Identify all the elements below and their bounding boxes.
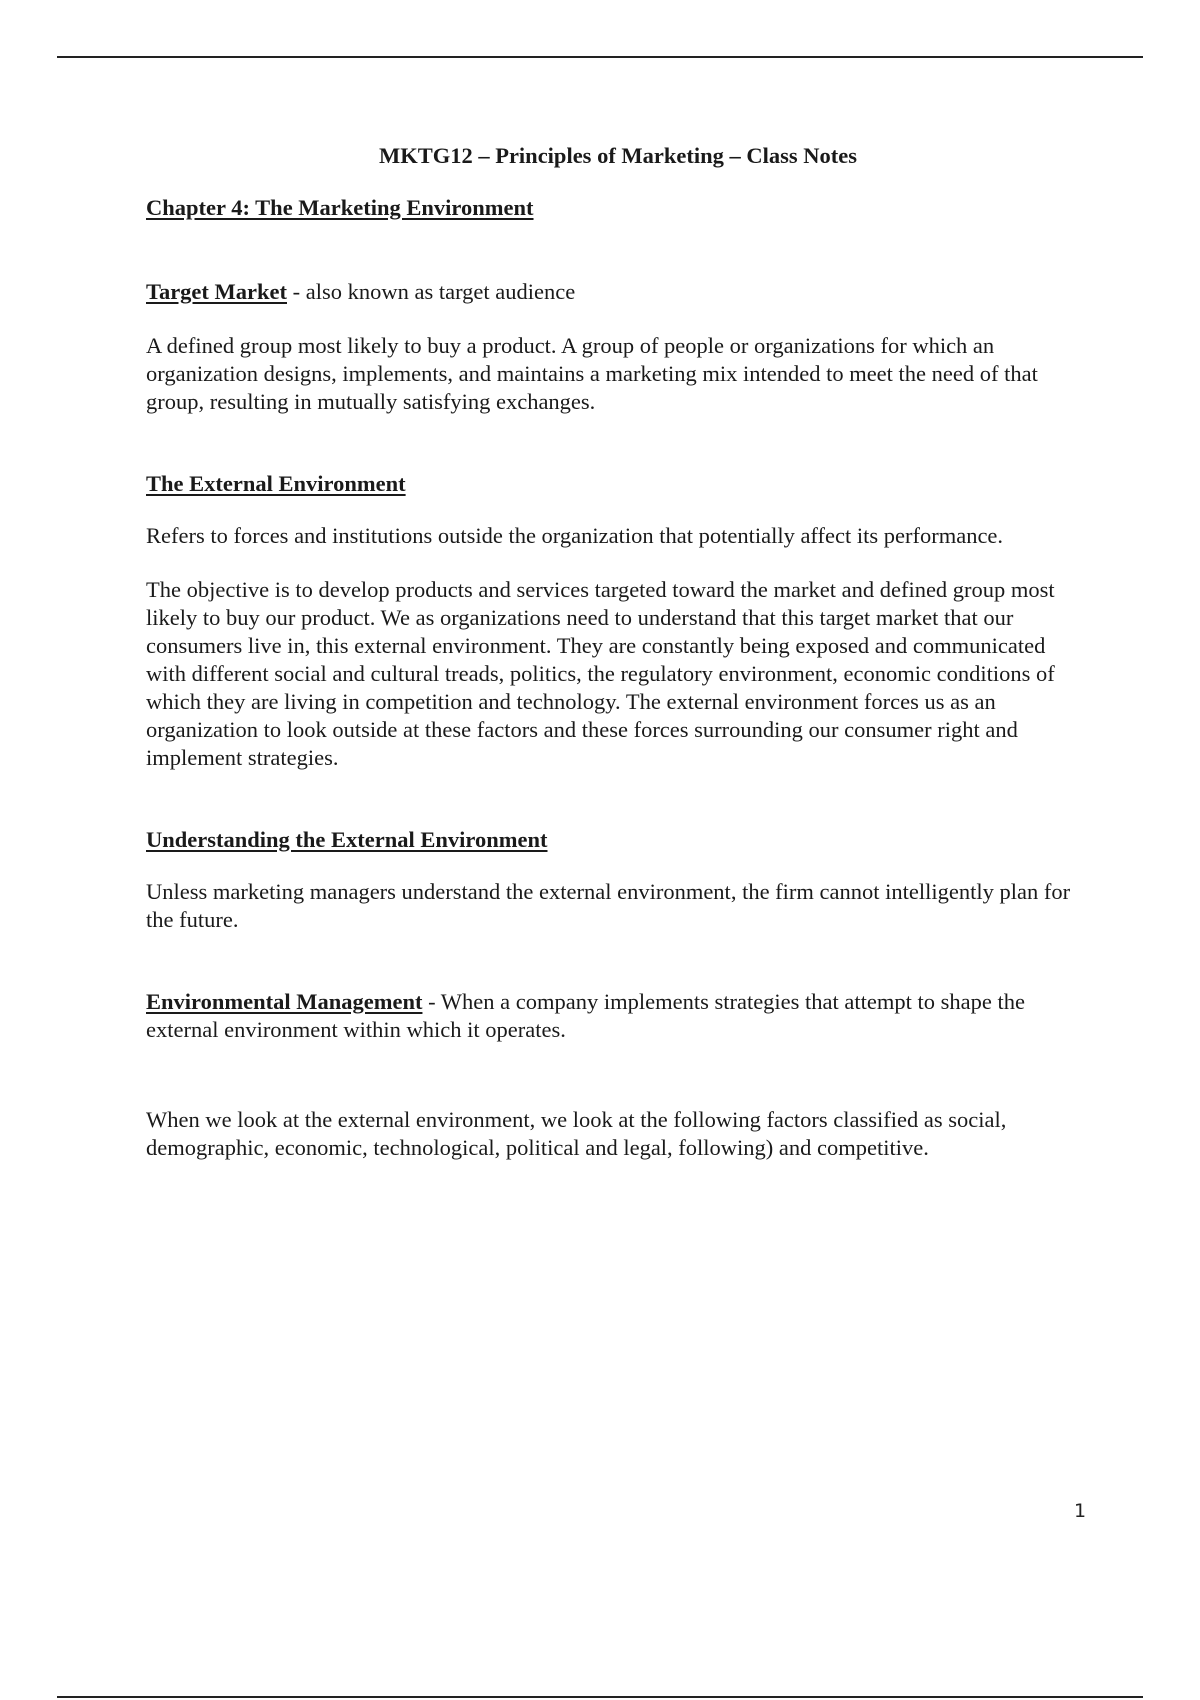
- page-number: 1: [1074, 1500, 1087, 1522]
- factors-text: When we look at the external environment, we look at the following factors classified as social, demographic, economic, technological, political and legal, following) and competitive.: [146, 1107, 1007, 1160]
- target-market-line: [146, 278, 1076, 306]
- document-body: [146, 142, 1076, 1188]
- target-market-definition: A defined group most likely to buy a product. A group of people or organizations for which an organization designs, implements, and maintains a marketing mix intended to meet the need of that group, resulting in mutually satisfying exchanges.: [146, 333, 1038, 414]
- document-title: MKTG12 – Principles of Marketing – Class Notes: [378, 143, 858, 168]
- target-market-term: Target Market: [146, 279, 287, 304]
- bottom-rule: [57, 1696, 1143, 1698]
- understanding-heading: Understanding the External Environment: [146, 827, 548, 852]
- understanding-text: Unless marketing managers understand the external environment, the firm cannot intelligently plan for the future.: [146, 879, 1071, 932]
- external-environment-heading: The External Environment: [146, 471, 406, 496]
- environmental-management-suffix: - When a company implements strategies that attempt to shape the external environment within which it operates.: [146, 989, 1025, 1042]
- target-market-suffix: - also known as target audience: [287, 279, 576, 304]
- environmental-management-term: Environmental Management: [146, 989, 423, 1014]
- external-environment-objective: The objective is to develop products and services targeted toward the market and defined group most likely to buy our product. We as organizations need to understand that this target market that our consumers live in, this external environment. They are constantly being exposed and communicated with different social and cultural treads, politics, the regulatory environment, economic conditions of which they are living in competition and technology. The external environment forces us as an organization to look outside at these factors and these forces surrounding our consumer right and implement strategies.: [146, 577, 1055, 770]
- chapter-heading: Chapter 4: The Marketing Environment: [146, 195, 534, 220]
- environmental-management-line: [146, 988, 1076, 1044]
- top-rule: [57, 56, 1143, 58]
- external-environment-definition: Refers to forces and institutions outside the organization that potentially affect its performance.: [146, 523, 1004, 548]
